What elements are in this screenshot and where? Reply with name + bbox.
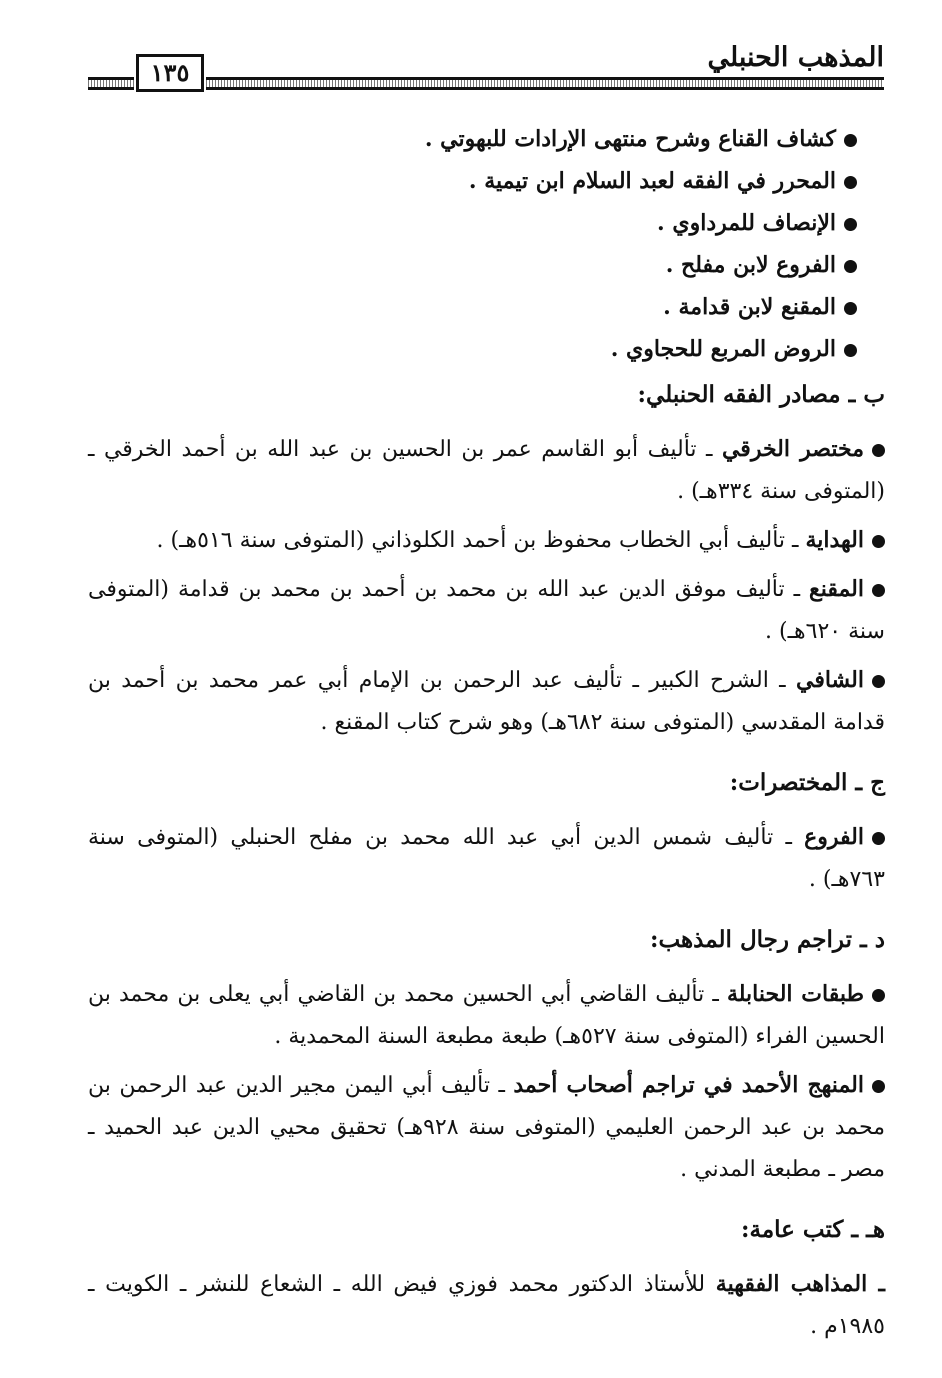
entry-text: ـ تأليف أبي اليمن مجير الدين عبد الرحمن بن محمد بن عبد الرحمن العليمي (المتوفى سنة ٩٢٨هـ) تحقيق محيي الدين عبد الحميد ـ مصر ـ مطبعة المدني . (88, 1073, 886, 1182)
entry-text: ـ تأليف شمس الدين أبي عبد الله محمد بن مفلح الحنبلي (المتوفى سنة ٧٦٣هـ) . (88, 825, 885, 892)
section-heading-b: ب ـ مصادر الفقه الحنبلي: (637, 381, 885, 408)
abridgement-entry (88, 816, 885, 901)
list-item-text: المقنع لابن قدامة . (663, 294, 836, 320)
bullet-icon (872, 584, 885, 597)
page-content (88, 118, 885, 1354)
entry-text: ـ الشرح الكبير ـ تأليف عبد الرحمن بن الإمام أبي عمر محمد بن أحمد بن قدامة المقدسي (المتوفى سنة ٦٨٢هـ) وهو شرح كتاب المقنع . (88, 668, 885, 735)
bullet-icon (872, 535, 885, 548)
running-title: المذهب الحنبلي (707, 42, 884, 73)
list-item-text: الإنصاف للمرداوي . (657, 210, 836, 236)
entry-text: ـ تأليف أبو القاسم عمر بن الحسين بن عبد الله بن أحمد الخرقي ـ (المتوفى سنة ٣٣٤هـ) . (88, 437, 885, 504)
entry-text: ـ تأليف القاضي أبي الحسين محمد بن القاضي أبي يعلى بن محمد بن الحسين الفراء (المتوفى سنة ٥٢٧هـ) طبعة مطبعة السنة المحمدية . (88, 982, 885, 1049)
bullet-icon (872, 1080, 885, 1093)
bullet-icon (872, 675, 885, 688)
list-item (88, 286, 857, 328)
entry-text: ـ تأليف موفق الدين عبد الله بن محمد بن أحمد بن محمد بن قدامة (المتوفى سنة ٦٢٠هـ) . (88, 577, 885, 644)
works-list (88, 118, 885, 370)
section-heading-d: د ـ تراجم رجال المذهب: (649, 926, 885, 953)
biography-entry (88, 1064, 885, 1191)
entry-title: مختصر الخرقي (721, 436, 864, 462)
source-entry (88, 519, 885, 562)
entry-title: طبقات الحنابلة (726, 981, 864, 1007)
bullet-icon (844, 344, 857, 357)
bullet-icon (844, 218, 857, 231)
biography-entry (88, 973, 885, 1058)
bullet-icon (844, 176, 857, 189)
entry-text: للأستاذ الدكتور محمد فوزي فيض الله ـ الشعاع للنشر ـ الكويت ـ ١٩٨٥م . (88, 1272, 885, 1339)
page-header (88, 40, 884, 100)
entry-title: المقنع (808, 576, 864, 602)
list-item-text: كشاف القناع وشرح منتهى الإرادات للبهوتي . (424, 126, 836, 152)
section-heading-e: هـ ـ كتب عامة: (741, 1216, 885, 1243)
section-heading-c: ج ـ المختصرات: (729, 769, 885, 796)
bullet-icon (872, 832, 885, 845)
entry-title: ـ المذاهب الفقهية (715, 1271, 885, 1297)
entry-text: ـ تأليف أبي الخطاب محفوظ بن أحمد الكلوذاني (المتوفى سنة ٥١٦هـ) . (156, 528, 806, 553)
entry-title: الهداية (805, 527, 864, 553)
list-item (88, 118, 857, 160)
list-item (88, 160, 857, 202)
list-item-text: المحرر في الفقه لعبد السلام ابن تيمية . (468, 168, 836, 194)
bullet-icon (872, 444, 885, 457)
source-entry (88, 428, 885, 513)
list-item-text: الفروع لابن مفلح . (665, 252, 836, 278)
header-rule (206, 77, 884, 90)
entry-title: الشافي (796, 667, 864, 693)
list-item-text: الروض المربع للحجاوي . (610, 336, 836, 362)
source-entry (88, 659, 885, 744)
general-book-entry (88, 1263, 885, 1348)
header-rule-left (88, 77, 134, 90)
entry-title: المنهج الأحمد في تراجم أصحاب أحمد (513, 1072, 864, 1098)
entry-title: الفروع (804, 824, 864, 850)
bullet-icon (844, 302, 857, 315)
bullet-icon (872, 989, 885, 1002)
list-item (88, 328, 857, 370)
page-number: ١٣٥ (136, 54, 204, 92)
list-item (88, 244, 857, 286)
list-item (88, 202, 857, 244)
bullet-icon (844, 134, 857, 147)
source-entry (88, 568, 885, 653)
bullet-icon (844, 260, 857, 273)
